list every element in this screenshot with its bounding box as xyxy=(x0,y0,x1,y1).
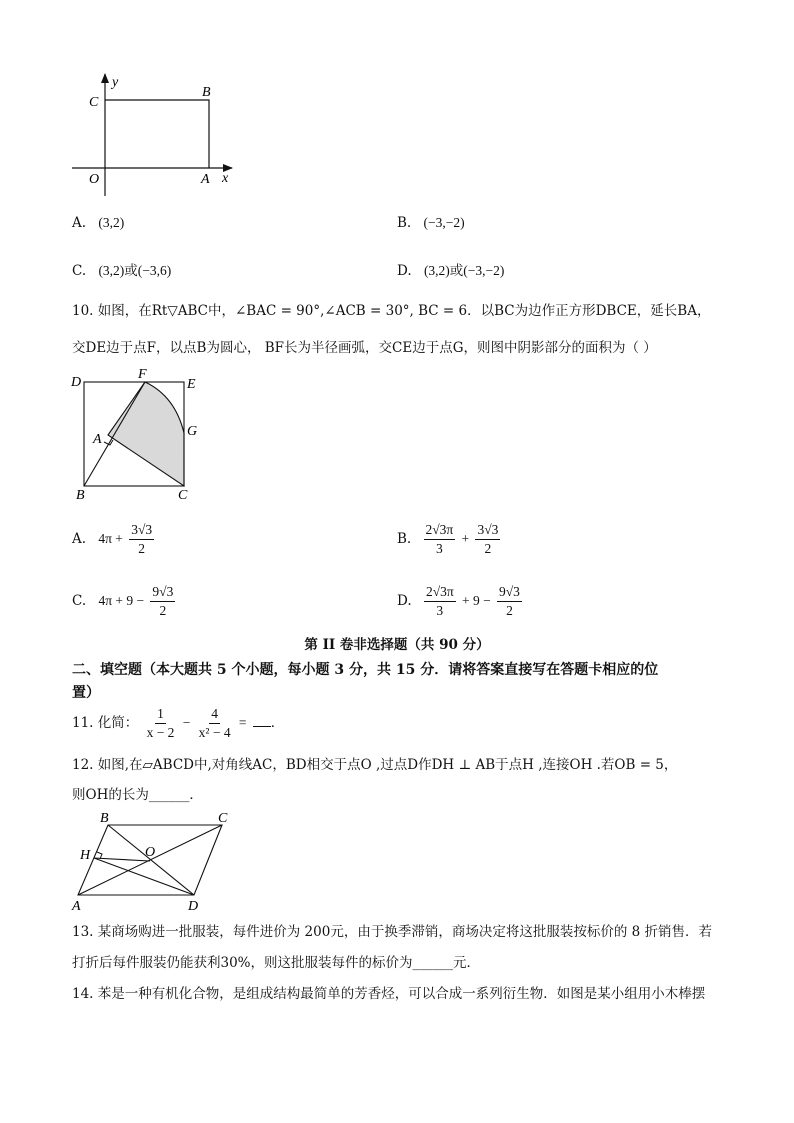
label-o: O xyxy=(145,845,156,860)
q12-line-2: 则OH的长为______． xyxy=(72,787,203,803)
q11: 11. 化简： $\frac{1}{x - 2}$ − $\frac{4}{\text{x² − 4}}$ = ． xyxy=(72,706,285,740)
q10-line-1: 10. 如图，在Rt▽ABC中，∠BAC = 90°,∠ACB = 30°, BC = 6．以BC为边作正方形DBCE，延长BA， xyxy=(72,303,711,319)
numerator: 2√3π xyxy=(424,522,456,540)
q12-figure xyxy=(62,808,242,916)
numerator: 9√3 xyxy=(150,584,175,602)
shaded-region xyxy=(108,382,184,486)
label-b: B xyxy=(76,488,85,503)
q10-option-c[interactable] xyxy=(72,584,177,619)
denominator: 3 xyxy=(436,603,444,618)
fraction-2 xyxy=(197,706,233,741)
operator: + 9 − xyxy=(461,593,491,608)
label-c: C xyxy=(178,488,188,503)
fraction xyxy=(129,522,154,557)
section-title: 第 II 卷非选择题（共 90 分） xyxy=(304,637,490,653)
label-b: B xyxy=(202,85,211,100)
q12-line-1: 12. 如图,在▱ABCD中,对角线AC，BD相交于点O ,过点D作DH ⊥ AB于点H ,连接OH .若OB = 5， xyxy=(72,757,678,773)
section-heading-line-2: 置） xyxy=(72,685,100,701)
answer-blank[interactable] xyxy=(253,726,271,727)
denominator: x − 2 xyxy=(146,725,175,740)
q11-prefix: 11. 化简： xyxy=(72,715,139,731)
label-d: D xyxy=(71,375,82,390)
numerator: 2√3π xyxy=(424,584,456,602)
diagonal-bd xyxy=(108,825,194,895)
option-letter: C. xyxy=(72,593,87,609)
label-c: C xyxy=(89,95,99,110)
fraction-1 xyxy=(424,522,456,557)
numerator: 3√3 xyxy=(475,522,500,540)
fraction-2 xyxy=(475,522,500,557)
q14-line-1: 14. 苯是一种有机化合物，是组成结构最简单的芳香烃，可以合成一系列衍生物．如图是某小组用小木棒摆 xyxy=(72,986,706,1002)
numerator: 9√3 xyxy=(497,584,522,602)
q9-figure xyxy=(60,68,250,198)
fraction xyxy=(150,584,175,619)
denominator: 2 xyxy=(159,603,167,618)
fraction-1 xyxy=(145,706,177,741)
label-a: A xyxy=(201,172,210,187)
label-e: E xyxy=(187,377,196,392)
label-b: B xyxy=(100,811,109,826)
numerator: 1 xyxy=(155,706,166,724)
numerator: 3√3 xyxy=(129,522,154,540)
label-o: O xyxy=(89,172,100,187)
option-letter: A. xyxy=(72,215,87,231)
label-c: C xyxy=(218,811,228,826)
q13-line-2: 打折后每件服装仍能获利30%，则这批服装每件的标价为______元． xyxy=(72,955,481,971)
segment-dh xyxy=(94,858,194,895)
option-letter: B. xyxy=(397,531,412,547)
label-a: A xyxy=(93,432,102,447)
q9-option-d[interactable] xyxy=(397,259,504,279)
option-text: (3,2)或(−3,−2) xyxy=(423,263,505,278)
q10-option-a[interactable] xyxy=(72,522,156,557)
option-pre: 4π + 9 − xyxy=(98,593,145,608)
q10-option-d[interactable] xyxy=(397,584,524,619)
option-letter: A. xyxy=(72,531,87,547)
option-letter: D. xyxy=(397,263,412,279)
denominator: 2 xyxy=(138,541,146,556)
operator: − xyxy=(182,715,191,730)
label-f: F xyxy=(138,367,147,382)
q10-option-b[interactable] xyxy=(397,522,502,557)
denominator: 2 xyxy=(506,603,513,618)
q13-line-1: 13. 某商场购进一批服装，每件进价为 200元，由于换季滞销，商场决定将这批服装按标价的 8 折销售．若 xyxy=(72,924,712,940)
fraction-1 xyxy=(424,584,456,619)
denominator: 2 xyxy=(484,541,492,556)
label-x: x xyxy=(222,171,229,186)
option-letter: D. xyxy=(397,593,412,609)
option-text: (−3,−2) xyxy=(423,215,465,230)
label-y: y xyxy=(112,75,119,90)
fraction-2 xyxy=(497,584,522,619)
label-h: H xyxy=(80,848,91,863)
q10-figure xyxy=(66,364,216,506)
option-text: (3,2)或(−3,6) xyxy=(98,263,172,278)
q10-line-2: 交DE边于点F，以点B为圆心， BF长为半径画弧，交CE边于点G，则图中阴影部分的面积为（ ） xyxy=(72,340,657,356)
denominator: x² − 4 xyxy=(198,725,231,740)
q9-option-b[interactable] xyxy=(397,215,465,231)
label-g: G xyxy=(187,424,198,439)
operator: + xyxy=(461,531,470,546)
numerator: 4 xyxy=(209,706,220,724)
option-letter: C. xyxy=(72,263,87,279)
operator: = xyxy=(238,715,247,730)
section-heading-line-1: 二、填空题（本大题共 5 个小题，每小题 3 分，共 15 分．请将答案直接写在答题卡相应的位 xyxy=(72,662,659,678)
option-letter: B. xyxy=(397,215,412,231)
right-angle-mark xyxy=(104,440,113,445)
q9-option-c[interactable] xyxy=(72,259,171,279)
denominator: 3 xyxy=(436,541,443,556)
option-pre: 4π + xyxy=(98,531,123,546)
label-a: A xyxy=(72,899,81,914)
rectangle-oabc xyxy=(105,100,209,168)
q9-option-a[interactable] xyxy=(72,215,124,231)
option-text: (3,2) xyxy=(98,215,125,230)
label-d: D xyxy=(188,899,199,914)
